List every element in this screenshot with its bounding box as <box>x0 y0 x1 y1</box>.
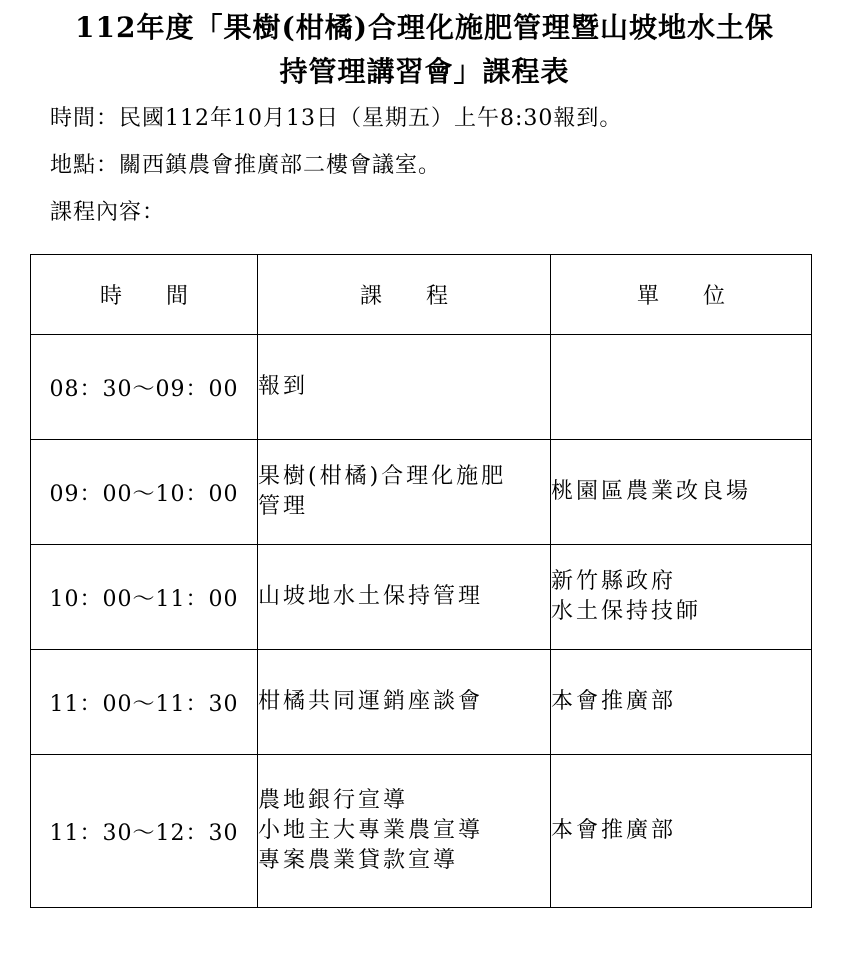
row-course <box>258 440 551 545</box>
table-header-row <box>31 255 812 335</box>
course-line: 報到 <box>258 374 309 399</box>
row-time: 08：30～09：00 <box>31 335 258 440</box>
row-course <box>258 545 551 650</box>
row-unit <box>551 440 812 545</box>
course-line: 果樹(柑橘)合理化施肥 <box>258 464 507 489</box>
header-unit: 單 位 <box>551 255 812 335</box>
event-place-info: 地點：關西鎮農會推廣部二樓會議室。 <box>50 153 442 178</box>
table-row <box>31 335 812 440</box>
course-line: 柑橘共同運銷座談會 <box>258 689 484 714</box>
unit-line: 新竹縣政府 <box>551 569 677 594</box>
row-time: 10：00～11：00 <box>31 545 258 650</box>
row-course <box>258 335 551 440</box>
row-time: 11：30～12：30 <box>31 755 258 908</box>
row-unit <box>551 755 812 908</box>
row-course <box>258 650 551 755</box>
course-line: 山坡地水土保持管理 <box>258 584 484 609</box>
table-row <box>31 650 812 755</box>
unit-line: 桃園區農業改良場 <box>551 479 752 504</box>
row-time: 11：00～11：30 <box>31 650 258 755</box>
row-unit <box>551 545 812 650</box>
table-row <box>31 545 812 650</box>
page-title-line-1: 112年度「果樹(柑橘)合理化施肥管理暨山坡地水土保 <box>75 11 774 44</box>
header-course: 課 程 <box>258 255 551 335</box>
course-line: 專案農業貸款宣導 <box>258 848 459 873</box>
course-line: 農地銀行宣導 <box>258 788 409 813</box>
course-line: 小地主大專業農宣導 <box>258 818 484 843</box>
header-time: 時 間 <box>31 255 258 335</box>
course-line: 管理 <box>258 494 309 519</box>
page-title-line-2: 持管理講習會」課程表 <box>279 55 570 88</box>
event-time-info: 時間：民國112年10月13日（星期五）上午8:30報到。 <box>50 106 623 131</box>
row-course <box>258 755 551 908</box>
table-row <box>31 755 812 908</box>
course-content-label: 課程內容： <box>50 200 166 225</box>
row-time: 09：00～10：00 <box>31 440 258 545</box>
unit-line: 本會推廣部 <box>551 818 677 843</box>
row-unit <box>551 650 812 755</box>
unit-line: 水土保持技師 <box>551 599 702 624</box>
course-schedule-table <box>30 254 812 908</box>
row-unit <box>551 335 812 440</box>
table-row <box>31 440 812 545</box>
unit-line: 本會推廣部 <box>551 689 677 714</box>
